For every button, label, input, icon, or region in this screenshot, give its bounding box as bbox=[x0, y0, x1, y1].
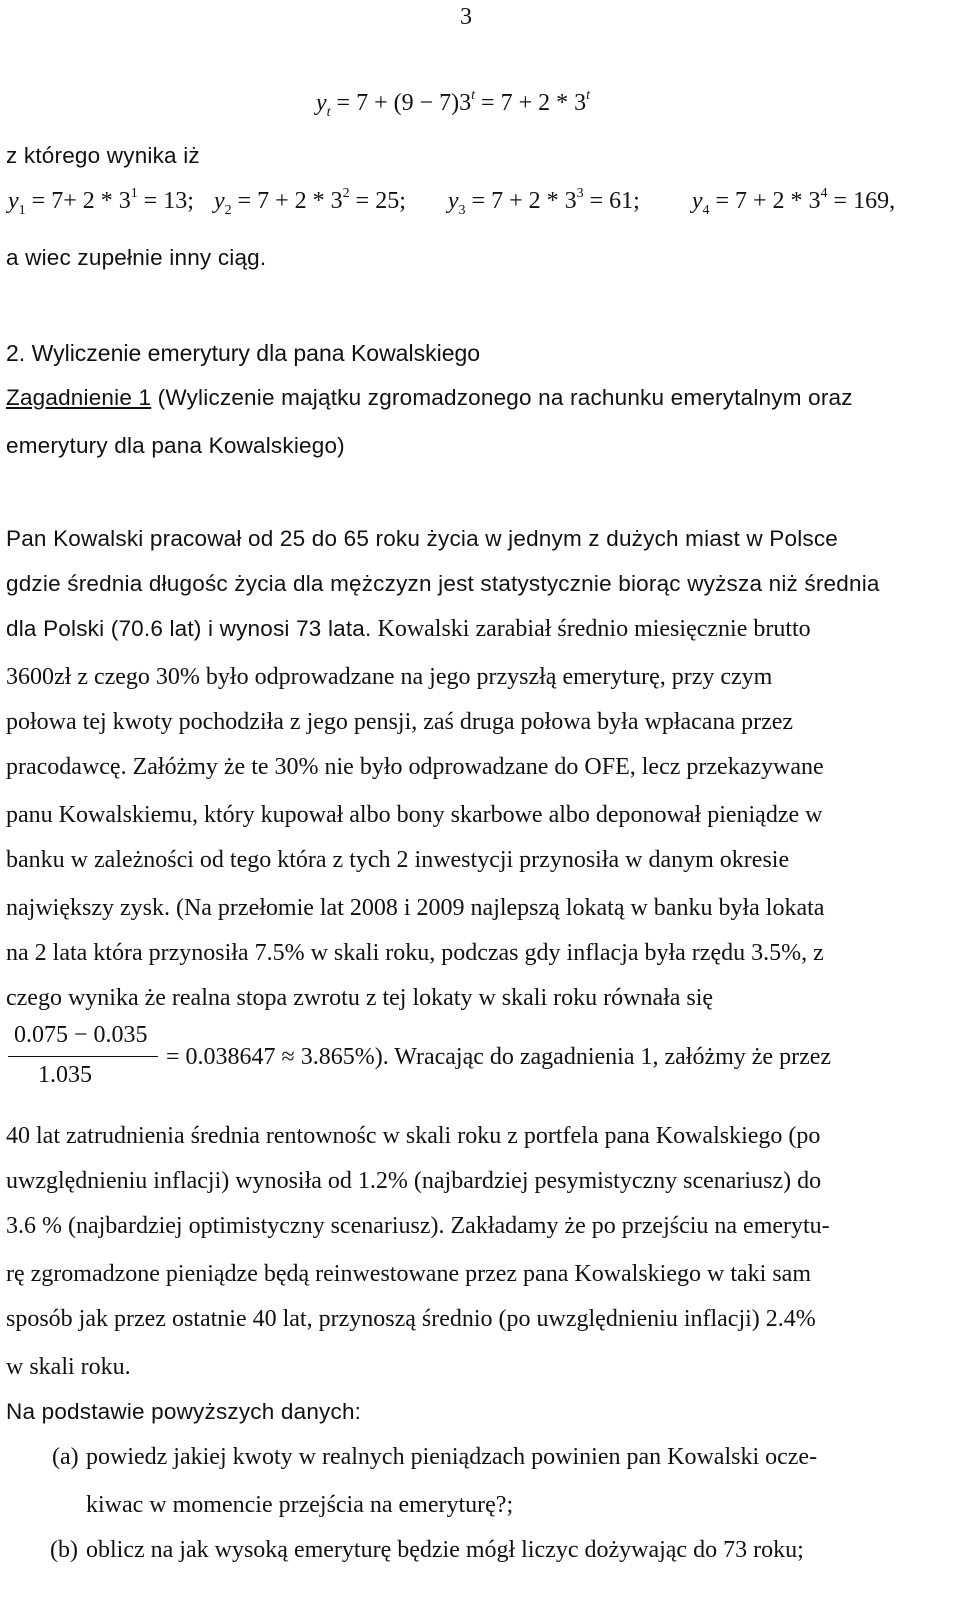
sequence-values bbox=[8, 186, 895, 216]
zagadnienie-label: Zagadnienie 1 bbox=[6, 385, 152, 410]
fraction-denominator: 1.035 bbox=[38, 1062, 92, 1088]
paragraph-line: pracodawcę. Załóżmy że te 30% nie było odprowadzane do OFE, lecz przekazywane bbox=[6, 754, 824, 780]
na-podstawie: Na podstawie powyższych danych: bbox=[6, 1399, 362, 1424]
paragraph-line: 40 lat zatrudnienia średnia rentownośc w skali roku z portfela pana Kowalskiego (po bbox=[6, 1123, 821, 1149]
text-z-ktorego: z którego wynika iż bbox=[6, 143, 200, 168]
paragraph-line: największy zysk. (Na przełomie lat 2008 i 2009 najlepszą lokatą w banku była lokata bbox=[6, 895, 825, 921]
paragraph-line: sposób jak przez ostatnie 40 lat, przynoszą średnio (po uwzględnieniu inflacji) 2.4% bbox=[6, 1306, 816, 1332]
paragraph-line: Pan Kowalski pracował od 25 do 65 roku życia w jednym z dużych miast w Polsce bbox=[6, 526, 839, 551]
item-a-label: (a) bbox=[52, 1444, 79, 1470]
sequence-term-4: $y_4 = 7 + 2 * 3^4 = 169$, bbox=[691, 186, 896, 218]
paragraph-line: 3.6 % (najbardziej optimistyczny scenariusz). Zakładamy że po przejściu na emerytu- bbox=[6, 1213, 830, 1239]
formula-general-term: $y_t = 7 + (9 - 7)3^t = 7 + 2 * 3^t$ bbox=[316, 88, 590, 120]
section-title: 2. Wyliczenie emerytury dla pana Kowalskiego bbox=[6, 340, 481, 366]
sequence-term-2: $y_2 = 7 + 2 * 3^2 = 25$; bbox=[213, 186, 406, 218]
paragraph-line: dla Polski (70.6 lat) i wynosi 73 lata. Kowalski zarabiał średnio miesięcznie brutto bbox=[6, 616, 811, 642]
zagadnienie-line-2: emerytury dla pana Kowalskiego) bbox=[6, 433, 345, 458]
text-a-wiec: a wiec zupełnie inny ciąg. bbox=[6, 245, 267, 270]
paragraph-line: gdzie średnia długośc życia dla mężczyzn jest statystycznie biorąc wyższa niż średnia bbox=[6, 571, 880, 596]
fraction-numerator: 0.075 − 0.035 bbox=[14, 1022, 148, 1048]
paragraph-line: banku w zależności od tego która z tych 2 inwestycji przynosiła w danym okresie bbox=[6, 847, 790, 873]
paragraph-line: uwzględnieniu inflacji) wynosiła od 1.2% (najbardziej pesymistyczny scenariusz) do bbox=[6, 1168, 822, 1194]
item-a-line-1: powiedz jakiej kwoty w realnych pieniądzach powinien pan Kowalski ocze- bbox=[86, 1444, 818, 1470]
paragraph-line: w skali roku. bbox=[6, 1354, 131, 1380]
fraction-result: = 0.038647 ≈ 3.865%). Wracając do zagadnienia 1, załóżmy że przez bbox=[166, 1044, 832, 1070]
paragraph-line: panu Kowalskiemu, który kupował albo bony skarbowe albo deponował pieniądze w bbox=[6, 802, 823, 828]
paragraph-line: 3600zł z czego 30% było odprowadzane na jego przyszłą emeryturę, przy czym bbox=[6, 664, 773, 690]
paragraph-line: czego wynika że realna stopa zwrotu z tej lokaty w skali roku równała się bbox=[6, 985, 714, 1011]
sequence-term-1: $y_1 = 7+ 2 * 3^1 = 13$; bbox=[8, 186, 194, 218]
page-number: 3 bbox=[460, 4, 472, 30]
paragraph-line: na 2 lata która przynosiła 7.5% w skali roku, podczas gdy inflacja była rzędu 3.5%, z bbox=[6, 940, 824, 966]
fraction-bar bbox=[8, 1056, 158, 1057]
paragraph-line: rę zgromadzone pieniądze będą reinwestowane przez pana Kowalskiego w taki sam bbox=[6, 1261, 811, 1287]
item-a-line-2: kiwac w momencie przejścia na emeryturę?; bbox=[86, 1492, 514, 1518]
zagadnienie-heading: Zagadnienie 1 (Wyliczenie majątku zgromadzonego na rachunku emerytalnym oraz bbox=[6, 385, 853, 410]
paragraph-line: połowa tej kwoty pochodziła z jego pensji, zaś druga połowa była wpłacana przez bbox=[6, 709, 794, 735]
item-b-line-1: oblicz na jak wysoką emeryturę będzie mógł liczyc dożywając do 73 roku; bbox=[86, 1537, 804, 1563]
item-b-label: (b) bbox=[50, 1537, 78, 1563]
sequence-term-3: $y_3 = 7 + 2 * 3^3 = 61$; bbox=[447, 186, 640, 218]
